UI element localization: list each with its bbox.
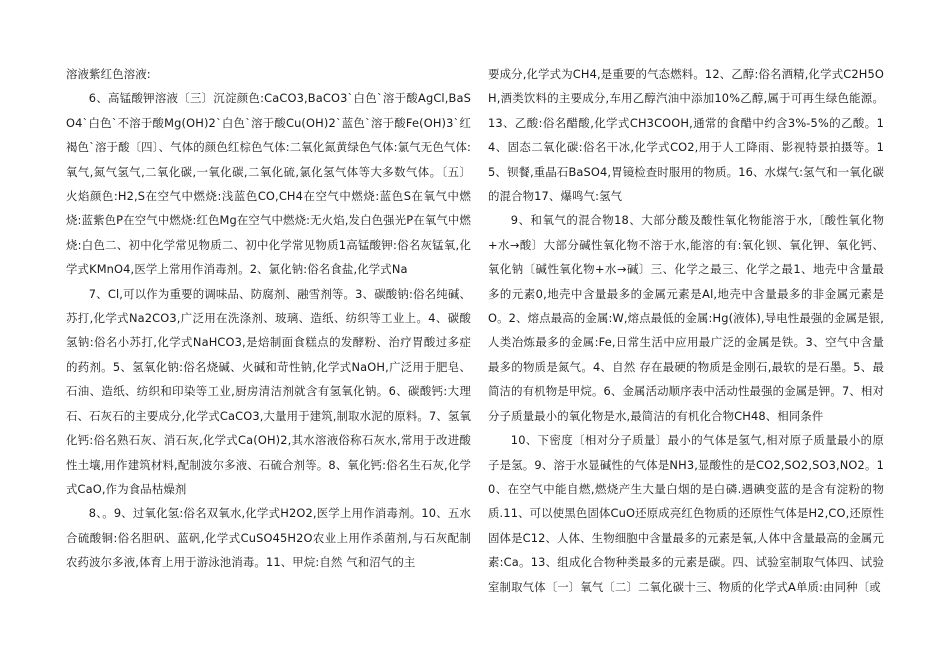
paragraph: 9、和氧气的混合物18、大部分酸及酸性氧化物能溶于水,〔酸性氧化物+水→酸〕大部分碱性氧化物不溶于水,能溶的有:氧化钡、氧化钾、氧化钙、氧化钠〔碱性氧化物+水→碱〕三、化学之最三、化学之最1、地壳中含量最多的元素0,地壳中含量最多的金属元素是Al,地壳中含量最多的非金属元素是O。2、熔点最高的金属:W,熔点最低的金属:Hg(液体),导电性最强的金属是银,人类冶炼最多的金属:Fe,日常生活中应用最广泛的金属是铁。3、空气中含量最多的物质是氮气。4、自然 存在最硬的物质是金刚石,最软的是石墨。5、最简洁的有机物是甲烷。6、金属活动顺序表中活动性最强的金属是钾。7、相对分子质量最小的氧化物是水,最简洁的有机化合物CH48、相同条件: [488, 213, 884, 423]
right-text-column: [488, 62, 884, 599]
paragraph: 7、Cl,可以作为重要的调味品、防腐剂、融雪剂等。3、碳酸钠:俗名纯碱、苏打,化学式Na2CO3,广泛用在洗涤剂、玻璃、造纸、纺织等工业上。4、碳酸氢钠:俗名小苏打,化学式NaHCO3,是焙制面食糕点的发酵粉、治疗胃酸过多症的药剂。5、氢氧化钠:俗名烧碱、火碱和苛性钠,化学式NaOH,广泛用于肥皂、石油、造纸、纺织和印染等工业,厨房清洁剂就含有氢氧化钠。6、碳酸钙:大理石、石灰石的主要成分,化学式CaCO3,大量用于建筑,制取水泥的原料。7、氢氧化钙:俗名熟石灰、消石灰,化学式Ca(OH)2,其水溶液俗称石灰水,常用于改进酸性土壤,用作建筑材料,配制波尔多液、石硫合剂等。8、氧化钙:俗名生石灰,化学式CaO,作为食品枯燥剂: [66, 286, 471, 496]
paragraph: 8、。9、过氧化氢:俗名双氧水,化学式H2O2,医学上用作消毒剂。10、五水合硫酸铜:俗名胆矾、蓝矾,化学式CuSO45H2O农业上用作杀菌剂,与石灰配制农药波尔多液,体育上用于游泳池消毒。11、甲烷:自然 气和沼气的主: [66, 506, 471, 570]
paragraph: 溶液紫红色溶液:: [66, 67, 151, 81]
left-text-column: [66, 62, 471, 575]
paragraph: 要成分,化学式为CH4,是重要的气态燃料。12、乙醇:俗名酒精,化学式C2H5OH,酒类饮料的主要成分,车用乙醇汽油中添加10%乙醇,属于可再生绿色能源。13、乙酸:俗名醋酸,化学式CH3COOH,通常的食醋中约含3%-5%的乙酸。14、固态二氧化碳:俗名干冰,化学式CO2,用于人工降雨、影视特景拍摄等。15、钡餐,重晶石BaSO4,胃镜检查时服用的物质。16、水煤气:氢气和一氧化碳的混合物17、爆鸣气:氢气: [488, 67, 884, 204]
paragraph: 6、高锰酸钾溶液〔三〕沉淀颜色:CaCO3,BaCO3`白色`溶于酸AgCl,BaSO4`白色`不溶于酸Mg(OH)2`白色`溶于酸Cu(OH)2`蓝色`溶于酸Fe(OH)3`红褐色`溶于酸〔四〕、气体的颜色红棕色气体:二氧化氮黄绿色气体:氯气无色气体:氧气,氮气氢气,二氧化碳,一氧化碳,二氧化硫,氯化氢气体等大多数气体。〔五〕火焰颜色:H2,S在空气中燃烧:浅蓝色CO,CH4在空气中燃烧:蓝色S在氧气中燃烧:蓝紫色P在空气中燃烧:红色Mg在空气中燃烧:无火焰,发白色强光P在氧气中燃烧:白色二、初中化学常见物质二、初中化学常见物质1高锰酸钾:俗名灰锰氧,化学式KMnO4,医学上常用作消毒剂。2、氯化钠:俗名食盐,化学式Na: [66, 91, 472, 277]
paragraph: 10、下密度〔相对分子质量〕最小的气体是氢气,相对原子质量最小的原子是氢。9、溶于水显碱性的气体是NH3,显酸性的是CO2,SO2,SO3,NO2。10、在空气中能自燃,燃烧产生大量白烟的是白磷.遇碘变蓝的是含有淀粉的物质.11、可以使黑色固体CuO还原成亮红色物质的还原性气体是H2,CO,还原性固体是C12、人体、生物细胞中含量最多的元素是氧,人体中含量最高的金属元素:Ca。13、组成化合物种类最多的元素是碳。四、试验室制取气体四、试验室制取气体〔一〕氧气〔二〕二氧化碳十三、物质的化学式A单质:由同种〔或: [488, 433, 884, 594]
